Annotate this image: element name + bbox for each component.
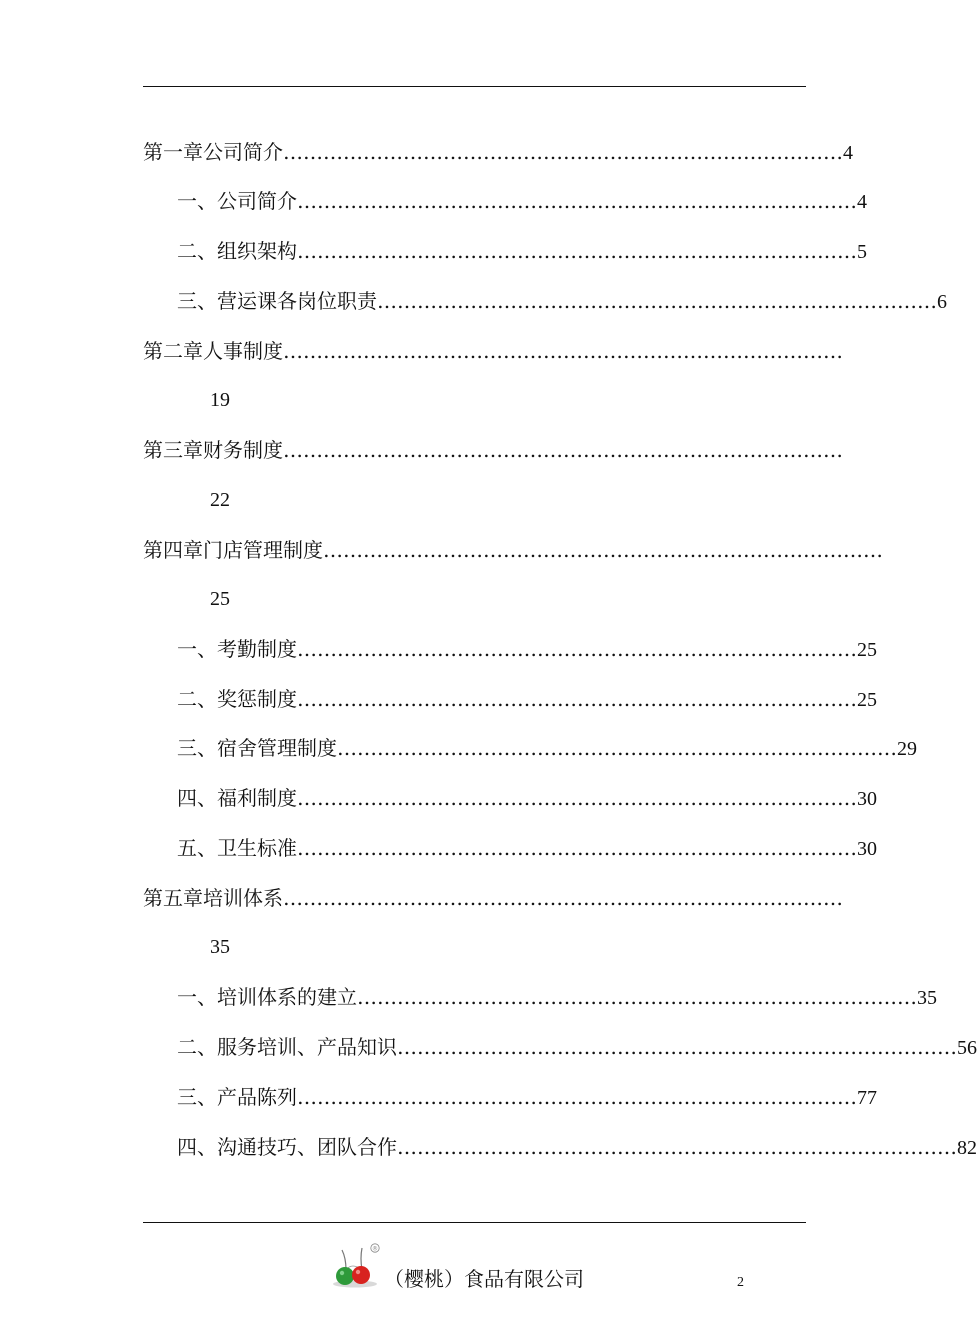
toc-entry-number: 五、 (177, 836, 217, 860)
toc-entry-number: 一、 (177, 189, 217, 213)
toc-entry-number: 二、 (177, 687, 217, 711)
toc-entry-page: 25 (857, 639, 877, 661)
toc-entry-title: 沟通技巧、团队合作 (217, 1135, 397, 1159)
toc-dot-leader: ………………………………………………………………………… (283, 339, 843, 363)
toc-entry-number: 第二章 (143, 339, 203, 363)
toc-entry-number: 二、 (177, 1035, 217, 1059)
toc-section[interactable] (177, 636, 877, 663)
toc-dot-leader: ………………………………………………………………………… (283, 140, 843, 164)
toc-entry-page: 19 (210, 389, 230, 411)
toc-entry-title: 福利制度 (217, 786, 297, 810)
toc-entry-title: 人事制度 (203, 339, 283, 363)
toc-dot-leader: ………………………………………………………………………… (357, 985, 917, 1009)
toc-entry-title: 培训体系的建立 (217, 985, 357, 1009)
cherry-logo-icon (330, 1240, 380, 1290)
toc-entry-page: 56 (957, 1037, 977, 1059)
toc-chapter-2[interactable] (143, 338, 843, 364)
toc-dot-leader: ………………………………………………………………………… (283, 886, 843, 910)
toc-section[interactable] (177, 1134, 977, 1161)
toc-entry-number: 四、 (177, 786, 217, 810)
footer-rule (143, 1222, 806, 1223)
page-footer (0, 1230, 950, 1330)
toc-section[interactable] (177, 785, 877, 812)
toc-chapter-4[interactable] (143, 537, 883, 563)
toc-entry-title: 服务培训、产品知识 (217, 1035, 397, 1059)
toc-entry-number: 第五章 (143, 886, 203, 910)
toc-dot-leader: ………………………………………………………………………… (297, 687, 857, 711)
toc-entry-title: 营运课各岗位职责 (217, 289, 377, 313)
toc-chapter-1[interactable] (143, 139, 853, 166)
toc-entry-page: 4 (843, 142, 853, 164)
toc-entry-title: 公司简介 (203, 140, 283, 164)
toc-entry-page: 30 (857, 788, 877, 810)
toc-entry-title: 产品陈列 (217, 1085, 297, 1109)
toc-dot-leader: ………………………………………………………………………… (297, 836, 857, 860)
toc-entry-title: 培训体系 (203, 886, 283, 910)
toc-entry-number: 第三章 (143, 438, 203, 462)
toc-entry-title: 公司简介 (217, 189, 297, 213)
toc-dot-leader: ………………………………………………………………………… (297, 1085, 857, 1109)
toc-entry-page: 25 (210, 588, 230, 610)
toc-entry-number: 三、 (177, 736, 217, 760)
toc-entry-title: 奖惩制度 (217, 687, 297, 711)
toc-chapter-3[interactable] (143, 437, 843, 463)
toc-section[interactable] (177, 984, 937, 1011)
toc-entry-page: 30 (857, 838, 877, 860)
toc-dot-leader: ………………………………………………………………………… (377, 289, 937, 313)
toc-section[interactable] (177, 288, 947, 315)
toc-section[interactable] (177, 686, 877, 713)
toc-dot-leader: ………………………………………………………………………… (297, 189, 857, 213)
toc-section[interactable] (177, 188, 867, 215)
company-name: （樱桃）食品有限公司 (384, 1267, 584, 1291)
toc-section[interactable] (177, 1034, 977, 1061)
toc-entry-title: 宿舍管理制度 (217, 736, 337, 760)
toc-entry-title: 财务制度 (203, 438, 283, 462)
toc-section[interactable] (177, 1084, 877, 1111)
toc-dot-leader: ………………………………………………………………………… (297, 239, 857, 263)
toc-entry-number: 一、 (177, 637, 217, 661)
toc-entry-number: 三、 (177, 1085, 217, 1109)
toc-entry-title: 卫生标准 (217, 836, 297, 860)
toc-entry-page: 35 (210, 936, 230, 958)
toc-entry-page: 5 (857, 241, 867, 263)
toc-entry-page: 6 (937, 291, 947, 313)
toc-section[interactable] (177, 238, 867, 265)
toc-entry-number: 第一章 (143, 140, 203, 164)
toc-entry-page: 25 (857, 689, 877, 711)
toc-entry-number: 一、 (177, 985, 217, 1009)
toc-entry-page: 77 (857, 1087, 877, 1109)
toc-entry-page: 22 (210, 489, 230, 511)
toc-entry-page: 29 (897, 738, 917, 760)
toc-entry-number: 四、 (177, 1135, 217, 1159)
toc-entry-page: 35 (917, 987, 937, 1009)
toc-dot-leader: ………………………………………………………………………… (397, 1035, 957, 1059)
toc-chapter-5[interactable] (143, 885, 843, 911)
toc-entry-page: 82 (957, 1137, 977, 1159)
toc-entry-title: 组织架构 (217, 239, 297, 263)
toc-dot-leader: ………………………………………………………………………… (297, 786, 857, 810)
toc-section[interactable] (177, 835, 877, 862)
toc-dot-leader: ………………………………………………………………………… (297, 637, 857, 661)
toc-dot-leader: ………………………………………………………………………… (323, 538, 883, 562)
toc-entry-number: 第四章 (143, 538, 203, 562)
toc-entry-number: 二、 (177, 239, 217, 263)
toc-dot-leader: ………………………………………………………………………… (283, 438, 843, 462)
toc-entry-number: 三、 (177, 289, 217, 313)
toc-dot-leader: ………………………………………………………………………… (397, 1135, 957, 1159)
page-number: 2 (737, 1275, 744, 1290)
toc-entry-page: 4 (857, 191, 867, 213)
toc-section[interactable] (177, 735, 917, 762)
registered-mark: ® (372, 1245, 378, 1253)
toc-entry-title: 考勤制度 (217, 637, 297, 661)
toc-entry-title: 门店管理制度 (203, 538, 323, 562)
toc-dot-leader: ………………………………………………………………………… (337, 736, 897, 760)
